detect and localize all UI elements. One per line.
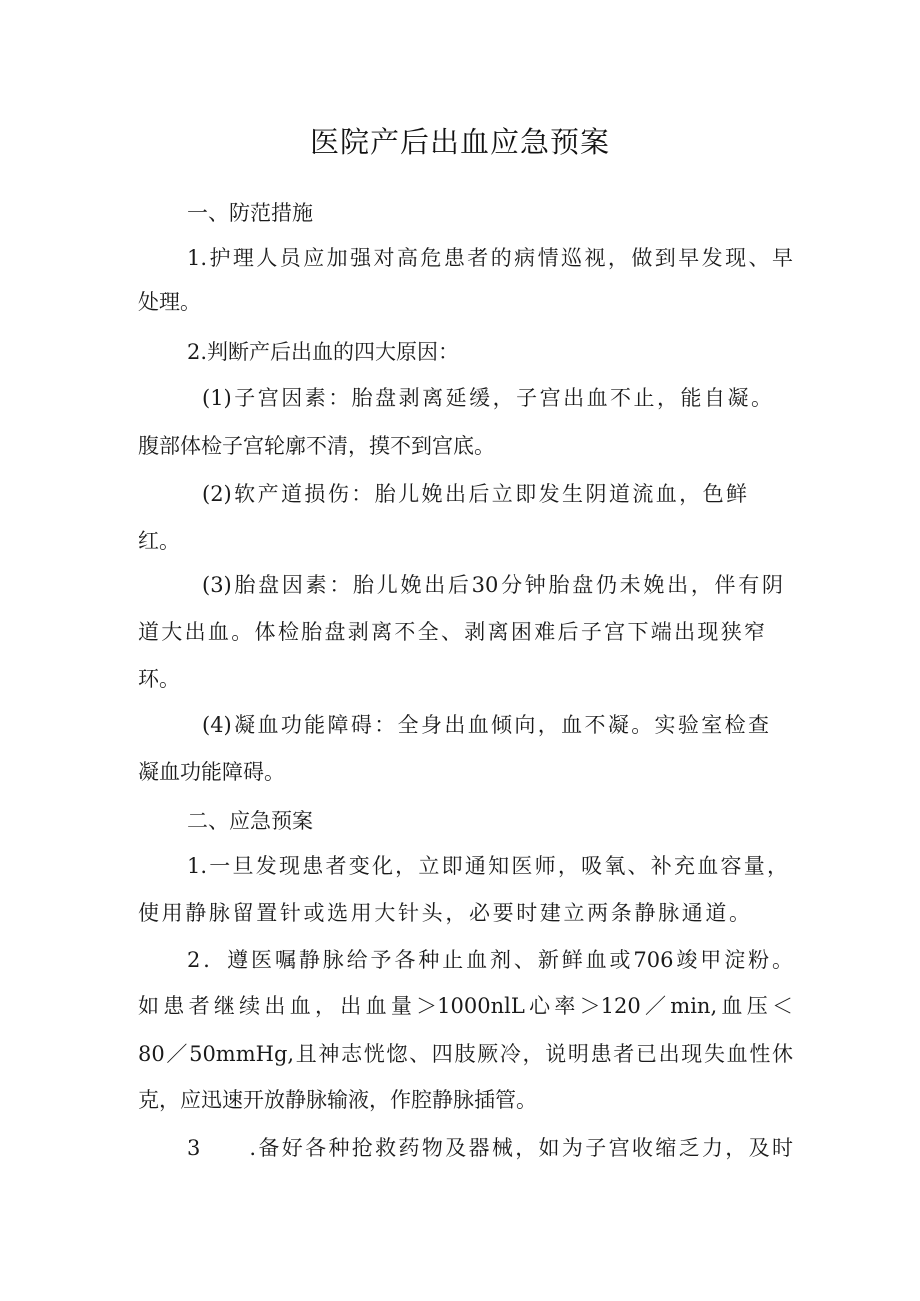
paragraph-line: (3)胎盘因素：胎儿娩出后30分钟胎盘仍未娩出，伴有阴 bbox=[202, 573, 783, 597]
paragraph-line: 2．遵医嘱静脉给予各种止血剂、新鲜血或706竣甲淀粉。 bbox=[187, 948, 793, 972]
paragraph-line: 80／50mmHg,且神志恍惚、四肢厥冷，说明患者已出现失血性休 bbox=[138, 1042, 793, 1066]
paragraph-line: 1.一旦发现患者变化，立即通知医师，吸氧、补充血容量， bbox=[187, 854, 788, 878]
paragraph-line: 3 .备好各种抢救药物及器械，如为子宫收缩乏力，及时 bbox=[187, 1136, 793, 1160]
paragraph-line: (1)子宫因素：胎盘剥离延缓，子宫出血不止，能自凝。 bbox=[202, 386, 772, 410]
paragraph-line: 道大出血。体检胎盘剥离不全、剥离困难后子宫下端出现狭窄 bbox=[138, 620, 765, 644]
paragraph-line: (4)凝血功能障碍：全身出血倾向，血不凝。实验室检查 bbox=[202, 713, 769, 737]
section-heading-1: 一、防范措施 bbox=[187, 201, 313, 225]
paragraph-line: 腹部体检子宫轮廓不清，摸不到宫底。 bbox=[138, 434, 495, 458]
paragraph-line: 1.护理人员应加强对高危患者的病情巡视，做到早发现、早 bbox=[187, 246, 793, 270]
document-title: 医院产后出血应急预案 bbox=[309, 125, 610, 159]
paragraph-line: 处理。 bbox=[138, 290, 201, 314]
paragraph-line: 2.判断产后出血的四大原因： bbox=[187, 340, 460, 364]
section-heading-2: 二、应急预案 bbox=[187, 809, 313, 833]
paragraph-line: 使用静脉留置针或选用大针头，必要时建立两条静脉通道。 bbox=[138, 901, 750, 925]
paragraph-line: 克，应迅速开放静脉输液，作腔静脉插管。 bbox=[138, 1088, 537, 1112]
paragraph-line: (2)软产道损伤：胎儿娩出后立即发生阴道流血，色鲜 bbox=[202, 482, 747, 506]
paragraph-line: 红。 bbox=[138, 529, 180, 553]
paragraph-line: 如患者继续出血，出血量＞1000nlL心率＞120／min,血压＜ bbox=[138, 994, 793, 1018]
paragraph-line: 环。 bbox=[138, 667, 180, 691]
paragraph-line: 凝血功能障碍。 bbox=[138, 760, 285, 784]
